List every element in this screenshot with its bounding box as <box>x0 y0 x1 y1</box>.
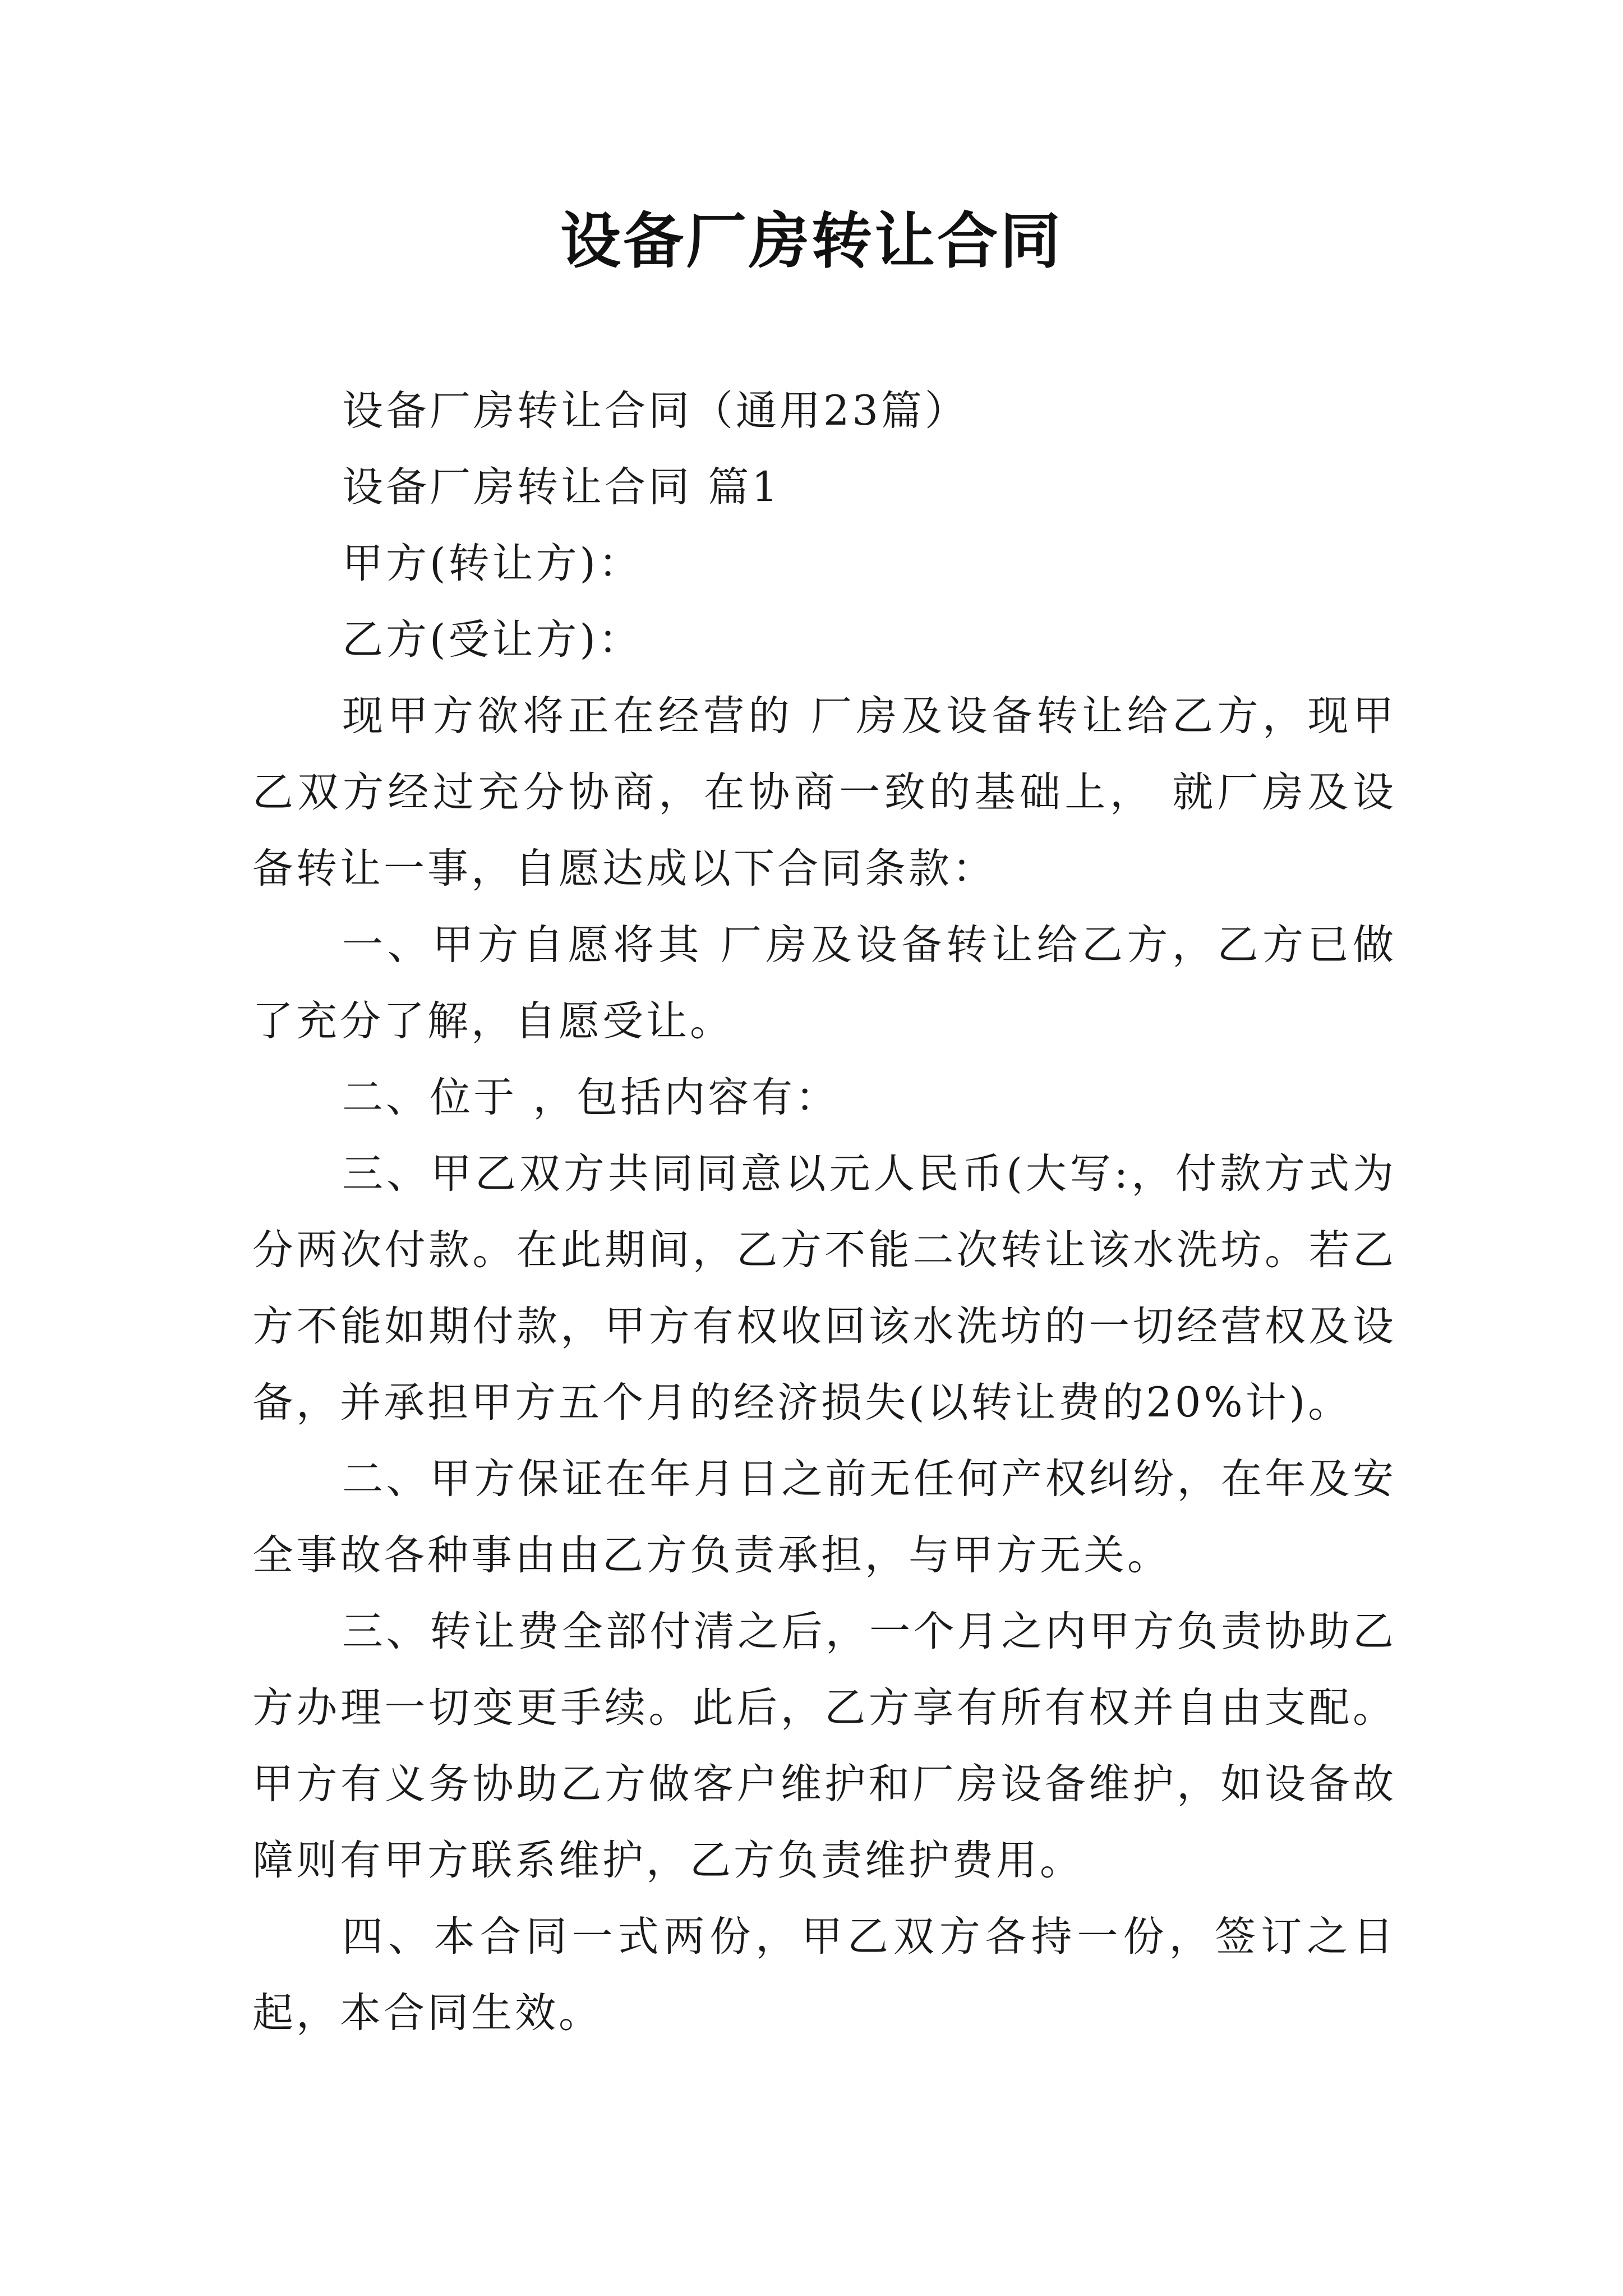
clause-paragraph: 三、转让费全部付清之后，一个月之内甲方负责协助乙方办理一切变更手续。此后，乙方享有所有权并自由支配。甲方有义务协助乙方做客户维护和厂房设备维护，如设备故障则有甲方联系维护，乙方负责维护费用。 <box>252 1608 1396 1884</box>
clause-paragraph: 四、本合同一式两份，甲乙双方各持一份，签订之日起，本合同生效。 <box>252 1913 1396 2037</box>
clause-paragraph: 三、甲乙双方共同同意以元人民币(大写:，付款方式为分两次付款。在此期间，乙方不能二次转让该水洗坊。若乙方不能如期付款，甲方有权收回该水洗坊的一切经营权及设备，并承担甲方五个月的经济损失(以转让费的20%计)。 <box>252 1150 1396 1427</box>
party-a-line: 甲方(转让方)： <box>342 540 642 587</box>
document-body <box>252 373 1396 2051</box>
preamble-paragraph: 现甲方欲将正在经营的 厂房及设备转让给乙方，现甲乙双方经过充分协商，在协商一致的基础上， 就厂房及设备转让一事，自愿达成以下合同条款： <box>252 692 1396 892</box>
section-heading: 设备厂房转让合同 篇1 <box>342 463 781 511</box>
clause-paragraph: 二、位于 ，包括内容有： <box>342 1074 840 1121</box>
clause-paragraph: 二、甲方保证在年月日之前无任何产权纠纷，在年及安全事故各种事由由乙方负责承担，与甲方无关。 <box>252 1455 1396 1579</box>
clause-paragraph: 一、甲方自愿将其 厂房及设备转让给乙方，乙方已做了充分了解，自愿受让。 <box>252 921 1396 1045</box>
document-title: 设备厂房转让合同 <box>560 206 1063 277</box>
party-b-line: 乙方(受让方)： <box>342 616 642 664</box>
subtitle-paragraph: 设备厂房转让合同（通用23篇） <box>342 387 969 435</box>
